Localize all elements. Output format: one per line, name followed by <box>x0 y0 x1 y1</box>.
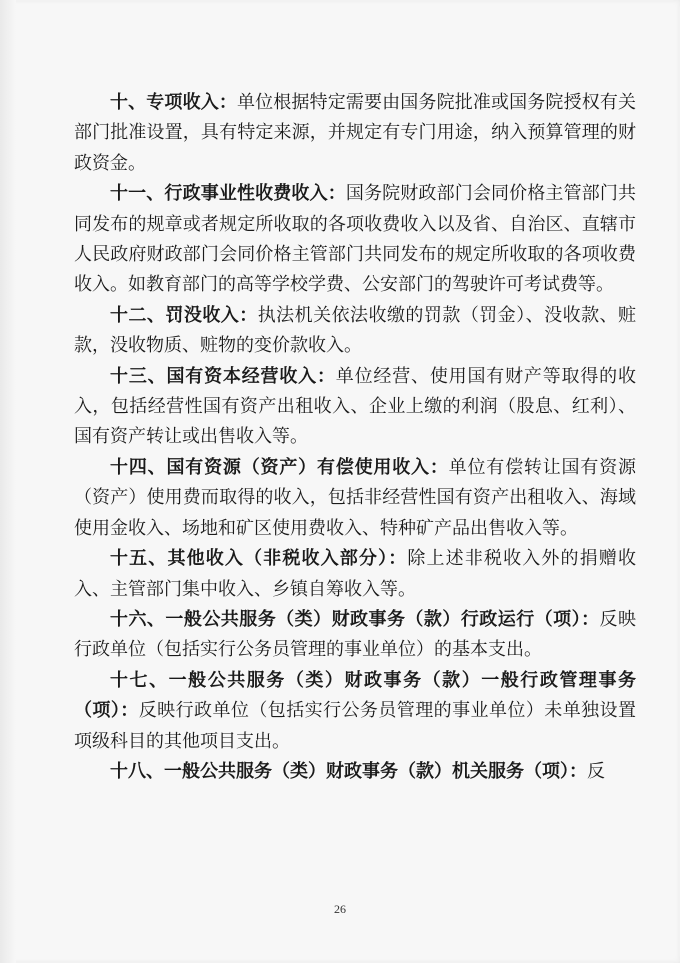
paragraph-item-16 <box>74 605 636 666</box>
paragraph-heading: 十六、一般公共服务（类）财政事务（款）行政运行（项）： <box>110 608 600 630</box>
paragraph-text: 单位有偿转让国有资源（资产）使用费而取得的收入，包括非经营性国有资产出租收入、海域使用金收入、场地和矿区使用费收入、特种矿产品出售收入等。 <box>74 456 637 539</box>
paragraph-text: 反映行政单位（包括实行公务员管理的事业单位）的基本支出。 <box>74 608 637 661</box>
paragraph-heading: 十三、国有资本经营收入： <box>110 365 336 387</box>
paragraph-heading: 十一、行政事业性收费收入： <box>110 183 346 205</box>
paragraph-heading: 十七、一般公共服务（类）财政事务（款）一般行政管理事务（项）： <box>74 669 636 722</box>
paragraph-heading: 十五、其他收入（非税收入部分）： <box>110 548 408 570</box>
paragraph-item-11 <box>74 179 636 301</box>
paragraph-item-18 <box>74 757 636 787</box>
paragraph-text: 单位经营、使用国有财产等取得的收入，包括经营性国有资产出租收入、企业上缴的利润（股息、红利）、国有资产转让或出售收入等。 <box>74 365 637 448</box>
document-body <box>74 88 636 787</box>
paragraph-item-13 <box>74 362 636 453</box>
page-edge-shadow <box>0 0 16 963</box>
paragraph-item-14 <box>74 453 636 544</box>
paragraph-item-10 <box>74 88 636 179</box>
page-number: 26 <box>334 902 346 916</box>
paragraph-heading: 十二、罚没收入： <box>110 304 258 326</box>
paragraph-heading: 十四、国有资源（资产）有偿使用收入： <box>110 456 449 478</box>
paragraph-item-17 <box>74 666 636 757</box>
paragraph-text: 单位根据特定需要由国务院批准或国务院授权有关部门批准设置，具有特定来源，并规定有专门用途，纳入预算管理的财政资金。 <box>74 92 636 174</box>
paragraph-item-12 <box>74 301 636 362</box>
paragraph-text: 执法机关依法收缴的罚款（罚金）、没收款、赃款，没收物质、赃物的变价款收入。 <box>74 304 637 357</box>
paragraph-item-15 <box>74 544 636 605</box>
paragraph-text: 反 <box>587 760 605 782</box>
paragraph-heading: 十八、一般公共服务（类）财政事务（款）机关服务（项）： <box>110 760 587 782</box>
paragraph-text: 国务院财政部门会同价格主管部门共同发布的规章或者规定所收取的各项收费收入以及省、自治区、直辖市人民政府财政部门会同价格主管部门共同发布的规定所收取的各项收费收入。如教育部门的高等学校学费、公安部门的驾驶许可考试费等。 <box>74 183 637 296</box>
paragraph-text: 反映行政单位（包括实行公务员管理的事业单位）未单独设置项级科目的其他项目支出。 <box>74 700 636 752</box>
paragraph-heading: 十、专项收入： <box>110 92 237 113</box>
paragraph-text: 除上述非税收入外的捐赠收入、主管部门集中收入、乡镇自筹收入等。 <box>74 548 637 600</box>
